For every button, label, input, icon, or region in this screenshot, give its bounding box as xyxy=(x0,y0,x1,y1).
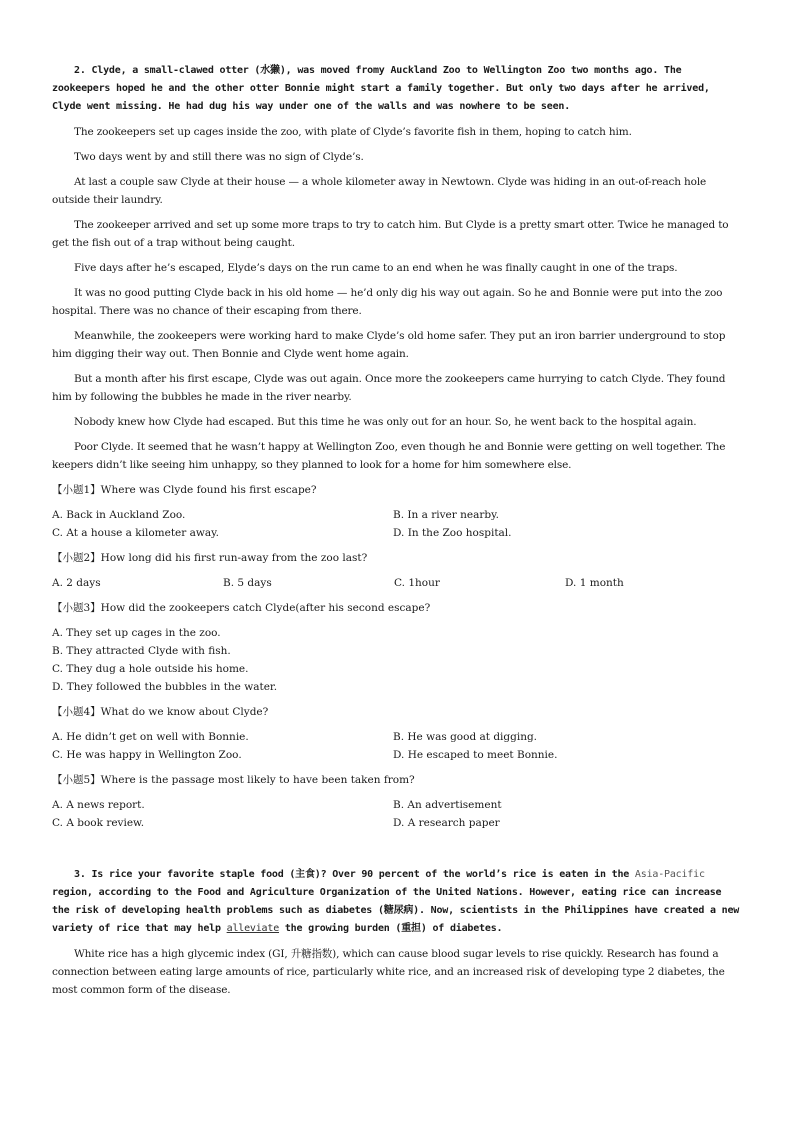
option-d: D. 1 month xyxy=(565,577,624,589)
passage-2-paragraph: Two days went by and still there was no sign of Clyde’s. xyxy=(74,151,364,163)
question-2-options xyxy=(52,574,742,592)
option-d: D. In the Zoo hospital. xyxy=(393,527,512,539)
passage-3-intro xyxy=(52,866,742,938)
intro-text: the growing burden (重担) of diabetes. xyxy=(279,923,503,934)
option-c: C. He was happy in Wellington Zoo. xyxy=(52,749,242,761)
question-1-options xyxy=(52,506,742,542)
intro-text: 3. Is rice your favorite staple food (主食)? Over 90 percent of the world’s rice is eaten in the xyxy=(74,869,635,880)
intro-text: region, according to the Food and Agriculture Organization of the United Nations. However, eating rice can increase the risk of developing health problems such as diabetes (糖尿病). Now, scientists in the Philippines have created a new variety of rice that may help xyxy=(52,887,740,934)
passage-2-paragraph: The zookeepers set up cages inside the zoo, with plate of Clyde’s favorite fish in them, hoping to catch him. xyxy=(74,126,632,138)
option-c: C. At a house a kilometer away. xyxy=(52,527,220,539)
document-page xyxy=(52,62,742,999)
option-a: A. They set up cages in the zoo. xyxy=(52,627,221,639)
question-5-options xyxy=(52,796,742,832)
option-d: D. He escaped to meet Bonnie. xyxy=(393,749,558,761)
passage-3-paragraph: White rice has a high glycemic index (GI, 升糖指数), which can cause blood sugar levels to rise quickly. Research has found a connection between eating large amounts of rice, particularly white rice, and an increased risk of developing type 2 diabetes, the most common form of the disease. xyxy=(52,948,725,996)
option-b: B. He was good at digging. xyxy=(393,731,538,743)
question-3-stem: 【小题3】How did the zookeepers catch Clyde(after his second escape? xyxy=(52,602,431,614)
question-4-stem: 【小题4】What do we know about Clyde? xyxy=(52,706,269,718)
question-5-stem: 【小题5】Where is the passage most likely to have been taken from? xyxy=(52,774,415,786)
option-a: A. 2 days xyxy=(52,577,101,589)
question-4-options xyxy=(52,728,742,764)
option-a: A. He didn’t get on well with Bonnie. xyxy=(52,731,249,743)
option-d: D. They followed the bubbles in the water. xyxy=(52,681,278,693)
option-c: C. A book review. xyxy=(52,817,145,829)
option-a: A. Back in Auckland Zoo. xyxy=(52,509,186,521)
passage-2-intro: 2. Clyde, a small-clawed otter (水獭), was moved fromy Auckland Zoo to Wellington Zoo two months ago. The zookeepers hoped he and the other otter Bonnie might start a family together. But only two days after he arrived, Clyde went missing. He had dug his way under one of the walls and was nowhere to be seen. xyxy=(52,65,710,112)
underlined-word: alleviate xyxy=(226,923,280,934)
passage-2-paragraph: The zookeeper arrived and set up some more traps to try to catch him. But Clyde is a pretty smart otter. Twice he managed to get the fish out of a trap without being caught. xyxy=(52,219,729,249)
question-3-options xyxy=(52,624,742,696)
option-c: C. 1hour xyxy=(394,577,440,589)
passage-2-paragraph: Meanwhile, the zookeepers were working hard to make Clyde’s old home safer. They put an iron barrier underground to stop him digging their way out. Then Bonnie and Clyde went home again. xyxy=(52,330,726,360)
option-b: B. An advertisement xyxy=(393,799,502,811)
question-2-stem: 【小题2】How long did his first run-away from the zoo last? xyxy=(52,552,368,564)
option-a: A. A news report. xyxy=(52,799,145,811)
passage-2-paragraph: At last a couple saw Clyde at their house — a whole kilometer away in Newtown. Clyde was hiding in an out-of-reach hole outside their laundry. xyxy=(52,176,707,206)
passage-2-paragraph: But a month after his first escape, Clyde was out again. Once more the zookeepers came hurrying to catch Clyde. They found him by following the bubbles he made in the river nearby. xyxy=(52,373,726,403)
option-b: B. They attracted Clyde with fish. xyxy=(52,645,231,657)
passage-2-paragraph: Nobody knew how Clyde had escaped. But this time he was only out for an hour. So, he went back to the hospital again. xyxy=(74,416,697,428)
region-term: Asia-Pacific xyxy=(634,869,705,880)
option-b: B. In a river nearby. xyxy=(393,509,499,521)
passage-2-paragraph: Five days after he’s escaped, Elyde’s days on the run came to an end when he was finally caught in one of the traps. xyxy=(74,262,678,274)
option-b: B. 5 days xyxy=(223,577,272,589)
option-c: C. They dug a hole outside his home. xyxy=(52,663,249,675)
passage-2-paragraph: It was no good putting Clyde back in his old home — he’d only dig his way out again. So he and Bonnie were put into the zoo hospital. There was no chance of their escaping from there. xyxy=(52,287,723,317)
question-1-stem: 【小题1】Where was Clyde found his first escape? xyxy=(52,484,317,496)
option-d: D. A research paper xyxy=(393,817,500,829)
passage-2-paragraph: Poor Clyde. It seemed that he wasn’t happy at Wellington Zoo, even though he and Bonnie were getting on well together. The keepers didn’t like seeing him unhappy, so they planned to look for a home for him somewhere else. xyxy=(52,441,726,471)
